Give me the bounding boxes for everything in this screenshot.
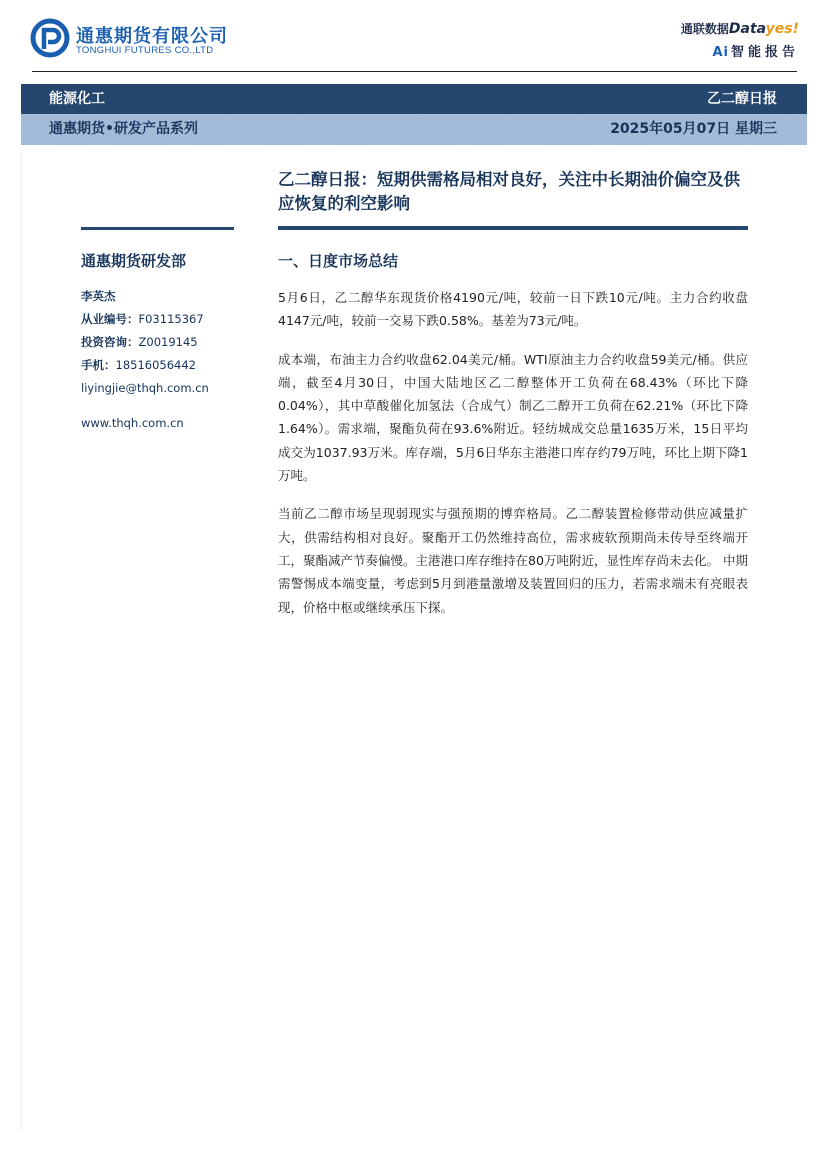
report-date: 2025年05月07日 星期三 [610, 121, 777, 137]
partner-prefix: 通联数据 [680, 22, 729, 36]
banner-bottom [21, 114, 807, 145]
consult-number: Z0019145 [138, 335, 198, 349]
paragraph-outlook: 当前乙二醇市场呈现弱现实与强预期的博弈格局。乙二醇装置检修带动供应减量扩大，供需结构相对良好。聚酯开工仍然维持高位，需求疲软预期尚未传导至终端开工，聚酯减产节奏偏慢。主港港口库存维持在80万吨附近，显性库存尚未去化。 中期需警惕成本端变量，考虑到5月到港量激增及装置回归的压力，若需求端未有亮眼表现，价格中枢或继续承压下探。 [278, 506, 748, 615]
report-series: 通惠期货•研发产品系列 [49, 121, 198, 137]
phone-label: 手机： [81, 358, 116, 372]
margin-guide [21, 150, 22, 1129]
section-heading-market-summary: 一、日度市场总结 [278, 252, 399, 270]
license-label: 从业编号： [81, 312, 139, 326]
main-content [278, 168, 748, 619]
header-divider [32, 71, 797, 72]
partner-yes: yes! [765, 21, 799, 37]
banner-top [21, 84, 807, 114]
report-category: 能源化工 [49, 91, 105, 107]
company-logo-icon [30, 18, 70, 58]
consult-row [81, 333, 209, 356]
phone-row [81, 356, 209, 379]
report-title: 乙二醇日报：短期供需格局相对良好，关注中长期油价偏空及供应恢复的利空影响 [278, 170, 740, 213]
email-row [81, 379, 209, 402]
consult-label: 投资咨询： [81, 335, 139, 349]
partner-report-label: 智能报告 [730, 45, 799, 60]
company-name-en: TONGHUI FUTURES CO.,LTD [76, 45, 214, 56]
analyst-name-row [81, 287, 209, 310]
license-row [81, 310, 209, 333]
partner-brand [679, 20, 799, 37]
analyst-name: 李英杰 [81, 289, 116, 303]
phone-number: 18516056442 [115, 358, 196, 372]
license-number: F03115367 [138, 312, 204, 326]
paragraph-fundamentals: 成本端，布油主力合约收盘62.04美元/桶。WTI原油主力合约收盘59美元/桶。供应端，截至4月30日，中国大陆地区乙二醇整体开工负荷在68.43%（环比下降0.04%），其中草酸催化加氢法（合成气）制乙二醇开工负荷在62.21%（环比下降1.64%）。需求端，聚酯负荷在93.6%附近。轻纺城成交总量1635万米，15日平均成交为1037.93万米。库存端，5月6日华东主港港口库存约79万吨，环比上期下降1万吨。 [278, 351, 748, 484]
paragraph-prices: 5月6日，乙二醇华东现货价格4190元/吨，较前一日下跌10元/吨。主力合约收盘4147元/吨，较前一交易下跌0.58%。基差为73元/吨。 [278, 290, 748, 329]
partner-logo [679, 20, 799, 60]
company-logo [30, 18, 230, 62]
sidebar-divider [81, 227, 234, 230]
analyst-info [81, 287, 209, 402]
report-type: 乙二醇日报 [707, 91, 777, 107]
partner-subtitle [679, 41, 799, 60]
partner-data: Data [728, 21, 766, 37]
sidebar-dept: 通惠期货研发部 [81, 252, 187, 270]
title-divider [278, 226, 748, 230]
analyst-email[interactable]: liyingjie@thqh.com.cn [81, 381, 209, 395]
company-website[interactable]: www.thqh.com.cn [81, 416, 184, 430]
company-name-cn: 通惠期货有限公司 [76, 26, 228, 47]
ai-badge: Ai [712, 45, 729, 60]
